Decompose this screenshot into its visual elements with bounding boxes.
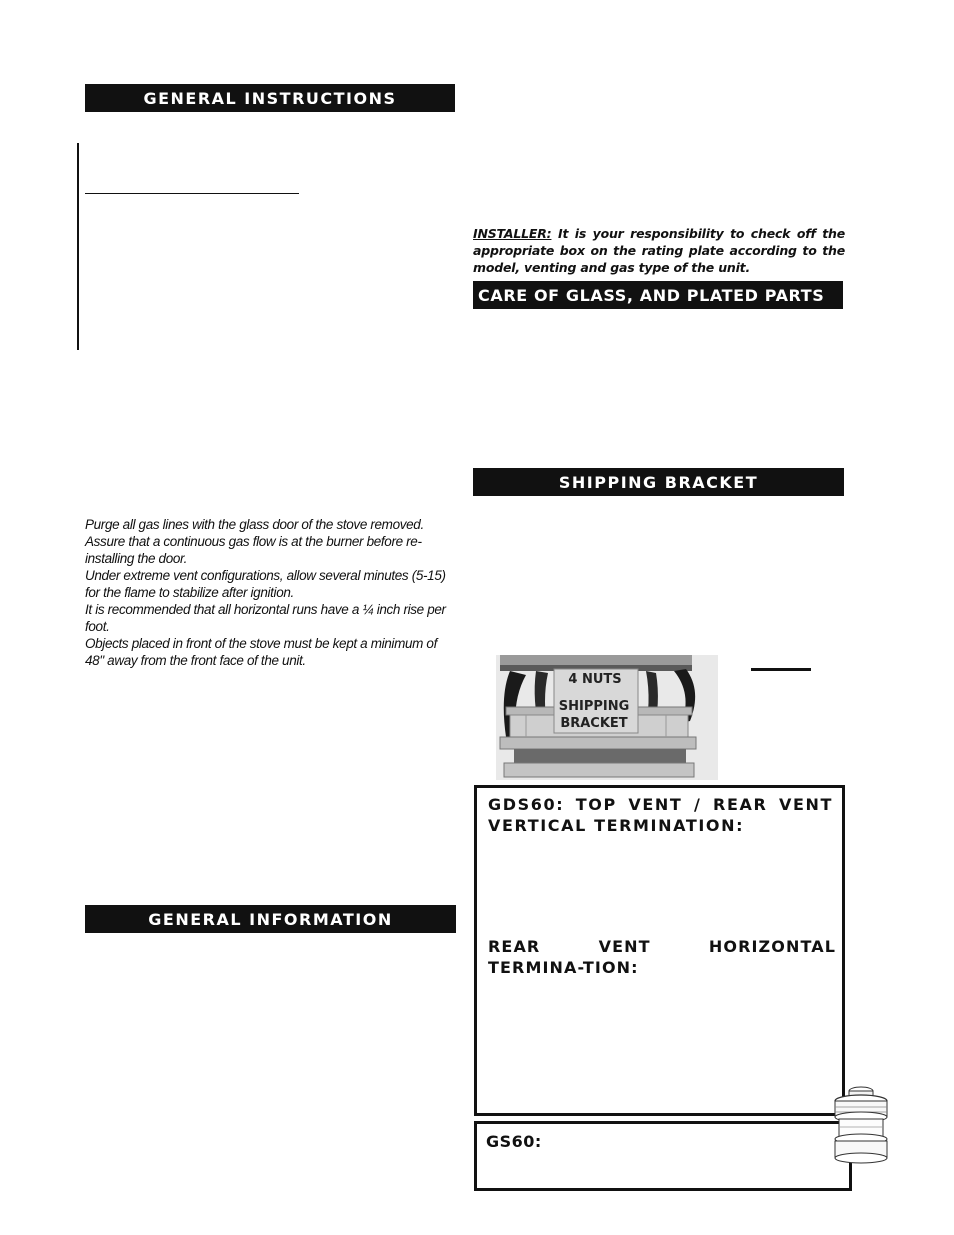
installer-note <box>473 225 845 276</box>
gs60-box <box>474 1121 852 1191</box>
note-gas-flow: Assure that a continuous gas flow is at the burner before re-installing the door. <box>85 534 422 566</box>
care-of-glass-heading: CARE OF GLASS, AND PLATED PARTS <box>473 281 843 309</box>
photo-side-rule <box>751 668 811 671</box>
gds60-box <box>474 785 845 1116</box>
note-horizontal-rise: It is recommended that all horizontal runs have a ¼ inch rise per foot. <box>85 602 446 634</box>
installer-text: It is your responsibility to check off the appropriate box on the rating plate according to the model, venting and gas type of the unit. <box>473 226 845 275</box>
note-clearance: Objects placed in front of the stove must be kept a minimum of 48" away from the front face of the unit. <box>85 636 437 668</box>
general-instructions-heading: GENERAL INSTRUCTIONS <box>85 84 455 112</box>
gas-notes <box>85 516 459 669</box>
note-flame-stabilize: Under extreme vent configurations, allow several minutes (5-15) for the flame to stabilize after ignition. <box>85 568 446 600</box>
general-information-heading: GENERAL INFORMATION <box>85 905 456 933</box>
margin-rule <box>77 143 79 350</box>
shipping-bracket-heading: SHIPPING BRACKET <box>473 468 844 496</box>
gds60-heading: GDS60: TOP VENT / REAR VENT VERTICAL TERMINATION: <box>488 795 833 835</box>
installer-label: INSTALLER: <box>473 226 552 241</box>
photo-label-shipping: SHIPPING <box>558 699 630 714</box>
note-purge: Purge all gas lines with the glass door of the stove removed. <box>85 517 424 532</box>
section-rule <box>85 193 299 194</box>
photo-label-bracket: BRACKET <box>560 716 628 731</box>
vent-cap-illustration <box>833 1083 889 1165</box>
gs60-heading: GS60: <box>486 1132 542 1151</box>
photo-label-nuts: 4 NUTS <box>568 672 622 687</box>
rear-vent-horizontal-heading: REAR VENT HORIZONTAL TERMINA-TION: <box>488 937 836 977</box>
